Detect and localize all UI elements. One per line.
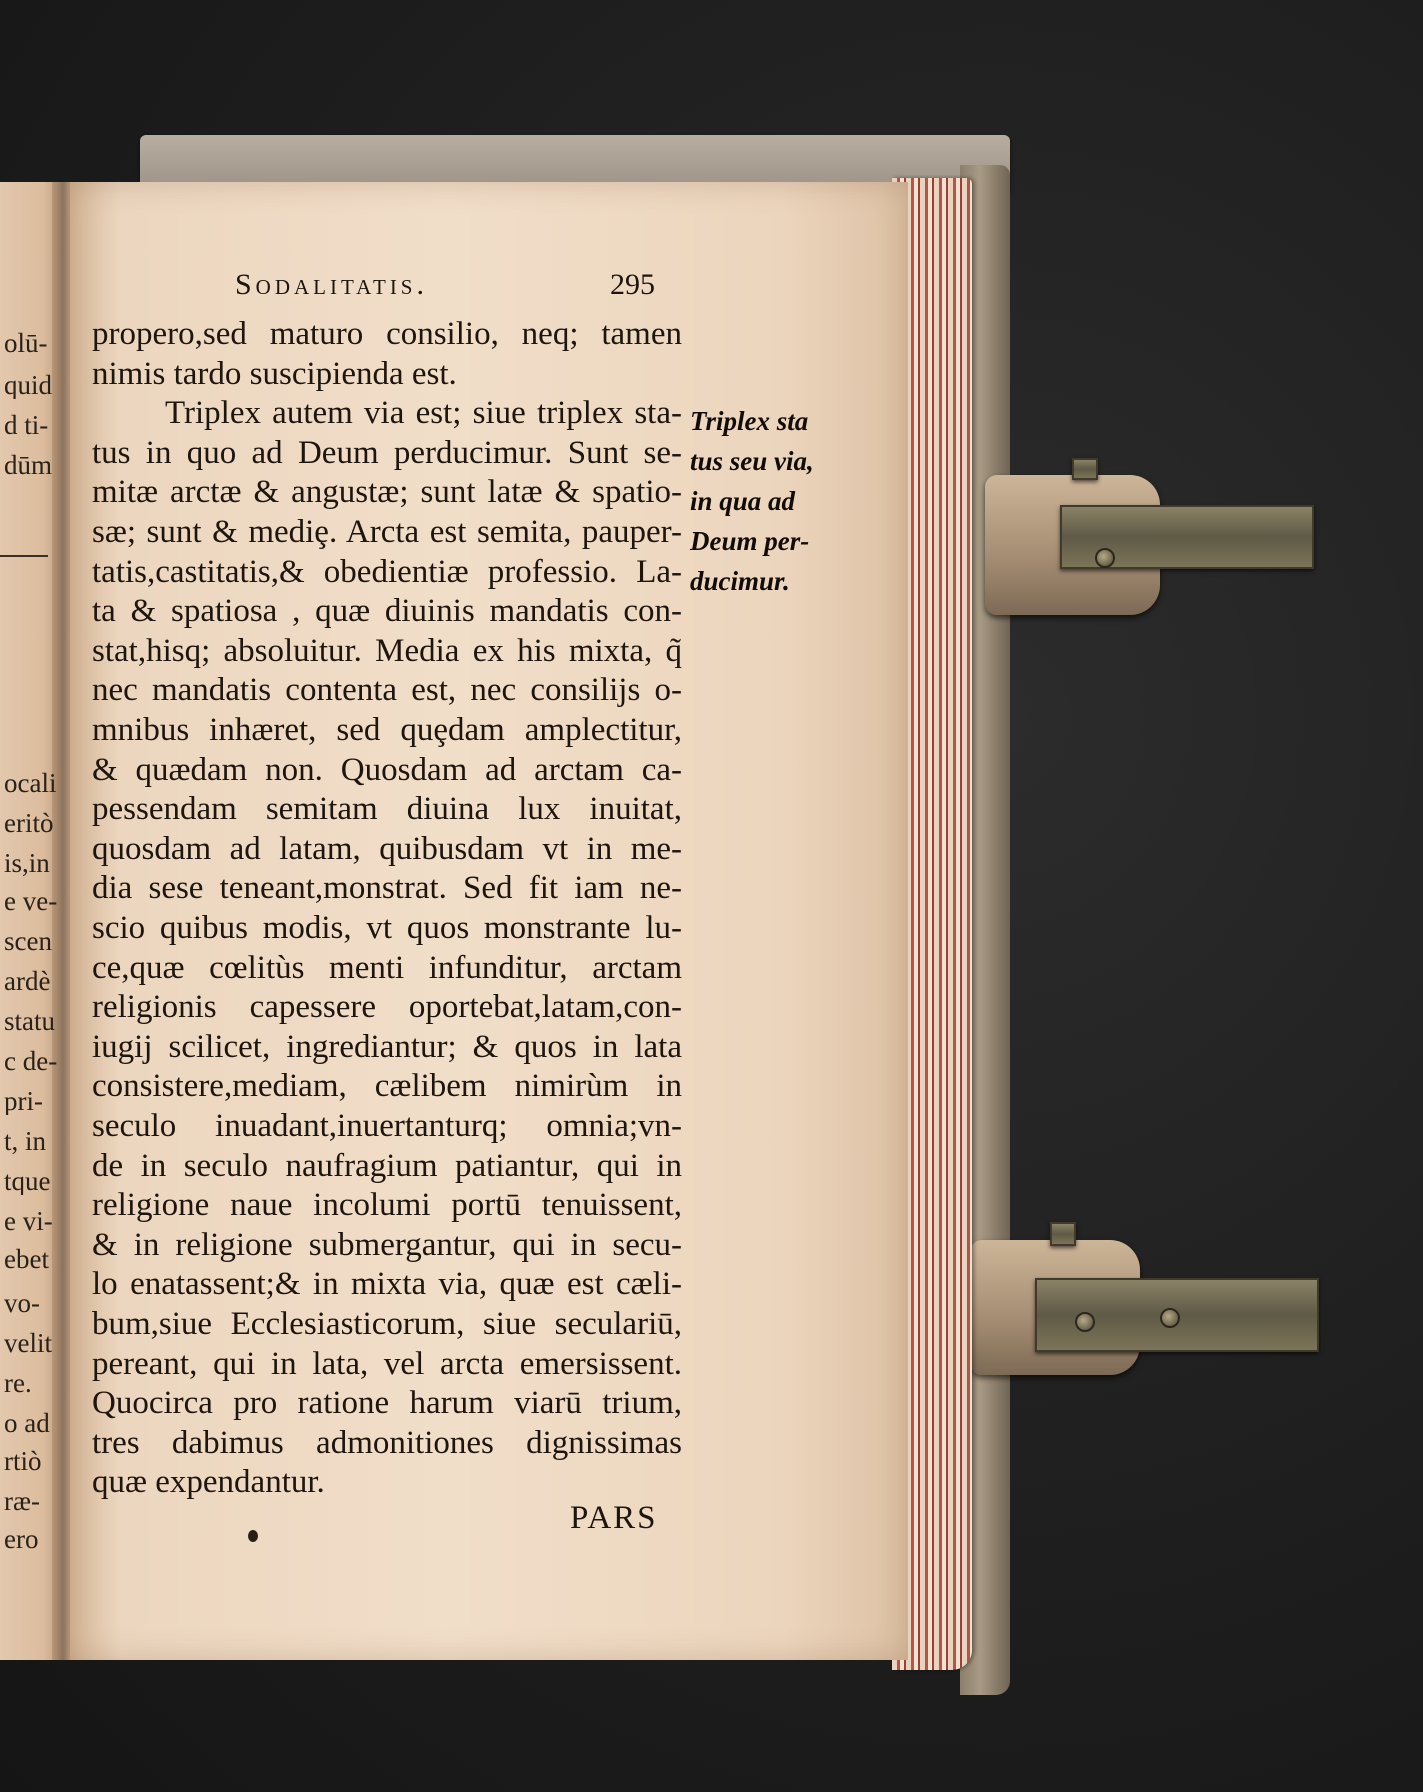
- left-page-line: ræ-: [4, 1488, 40, 1515]
- left-page-line: tque: [4, 1168, 51, 1195]
- left-page-line: ebet: [4, 1246, 49, 1273]
- text-line: pereant, qui in lata, vel arcta emersissent.: [92, 1346, 682, 1382]
- text-line: dia sese teneant,monstrat. Sed fit iam ne-: [92, 870, 682, 906]
- text-line: propero,sed maturo consilio, neq; tamen: [92, 316, 682, 352]
- marginal-note-line: ducimur.: [690, 566, 790, 596]
- left-page-line: dūm: [4, 452, 53, 479]
- text-line: ce,quæ cœlitùs menti infunditur, arctam: [92, 950, 682, 986]
- text-line: ta & spatiosa , quæ diuinis mandatis con-: [92, 593, 682, 629]
- catchword: PARS: [570, 1500, 658, 1536]
- text-line: tatis,castitatis,& obedientiæ professio. La-: [92, 554, 682, 590]
- text-line: religione naue incolumi portū tenuissent,: [92, 1187, 682, 1223]
- text-line: iugij scilicet, ingrediantur; & quos in lata: [92, 1029, 682, 1065]
- text-line: pessendam semitam diuina lux inuitat,: [92, 791, 682, 827]
- text-line: tres dabimus admonitiones dignissimas: [92, 1425, 682, 1461]
- text-line: tus in quo ad Deum perducimur. Sunt se-: [92, 435, 682, 471]
- text-line: seculo inuadant,inuertanturq; omnia;vn-: [92, 1108, 682, 1144]
- left-page-line: t, in: [4, 1128, 47, 1155]
- left-page-line: scen: [4, 928, 52, 955]
- text-line: bum,siue Ecclesiasticorum, siue seculariū,: [92, 1306, 682, 1342]
- ink-spot: [248, 1530, 258, 1542]
- left-page-line: statu: [4, 1008, 55, 1035]
- left-page-line: o ad: [4, 1410, 50, 1437]
- left-page-line: c de-: [4, 1048, 58, 1075]
- left-page-line: pri-: [4, 1088, 43, 1115]
- upper-clasp-rivet: [1095, 548, 1115, 568]
- text-line: stat,hisq; absoluitur. Media ex his mixta, q̃: [92, 633, 682, 669]
- lower-clasp-rivet-1: [1075, 1312, 1095, 1332]
- left-page-line: d ti-: [4, 412, 49, 439]
- upper-clasp-pin: [1072, 458, 1098, 480]
- text-line: nimis tardo suscipienda est.: [92, 356, 457, 392]
- left-page-line: velit: [4, 1330, 52, 1357]
- marginal-note-line: Triplex sta: [690, 406, 809, 436]
- left-page-line: eritò: [4, 810, 54, 837]
- left-page-line: ero: [4, 1526, 39, 1553]
- page-number: 295: [610, 268, 655, 301]
- left-page-line: olū-: [4, 330, 48, 357]
- left-page-line: is,in: [4, 850, 50, 877]
- left-page-line: re.: [4, 1370, 32, 1397]
- text-line: quosdam ad latam, quibusdam vt in me-: [92, 831, 682, 867]
- left-page-line: rtiò: [4, 1448, 42, 1475]
- text-line: Quocirca pro ratione harum viarū trium,: [92, 1385, 682, 1421]
- lower-clasp-pin: [1050, 1222, 1076, 1246]
- lower-clasp-rivet-2: [1160, 1308, 1180, 1328]
- left-page-line: ardè: [4, 968, 51, 995]
- left-page-line: ocali: [4, 770, 57, 797]
- text-line: & quædam non. Quosdam ad arctam ca-: [92, 752, 682, 788]
- left-page-line: e vi-: [4, 1208, 53, 1235]
- text-line: lo enatassent;& in mixta via, quæ est cæli-: [92, 1266, 682, 1302]
- left-page-rule: [0, 555, 48, 557]
- text-line: religionis capessere oportebat,latam,con-: [92, 989, 682, 1025]
- text-line: Triplex autem via est; siue triplex sta-: [165, 395, 682, 431]
- text-line: nec mandatis contenta est, nec consilijs o-: [92, 672, 682, 708]
- marginal-note-line: tus seu via,: [690, 446, 814, 476]
- left-page-line: quid: [4, 372, 53, 399]
- text-line: quæ expendantur.: [92, 1464, 325, 1500]
- left-page-line: vo-: [4, 1290, 40, 1317]
- text-line: scio quibus modis, vt quos monstrante lu-: [92, 910, 682, 946]
- text-line: sæ; sunt & mediȩ. Arcta est semita, pauper-: [92, 514, 682, 550]
- running-head: Sodalitatis.: [235, 268, 428, 301]
- text-line: consistere,mediam, cælibem nimirùm in: [92, 1068, 682, 1104]
- text-line: de in seculo naufragium patiantur, qui in: [92, 1148, 682, 1184]
- text-line: mitæ arctæ & angustæ; sunt latæ & spatio-: [92, 474, 682, 510]
- text-line: mnibus inhæret, sed quȩdam amplectitur,: [92, 712, 682, 748]
- text-line: & in religione submergantur, qui in secu-: [92, 1227, 682, 1263]
- marginal-note-line: Deum per-: [690, 526, 810, 556]
- left-page-line: e ve-: [4, 888, 58, 915]
- marginal-note-line: in qua ad: [690, 486, 796, 516]
